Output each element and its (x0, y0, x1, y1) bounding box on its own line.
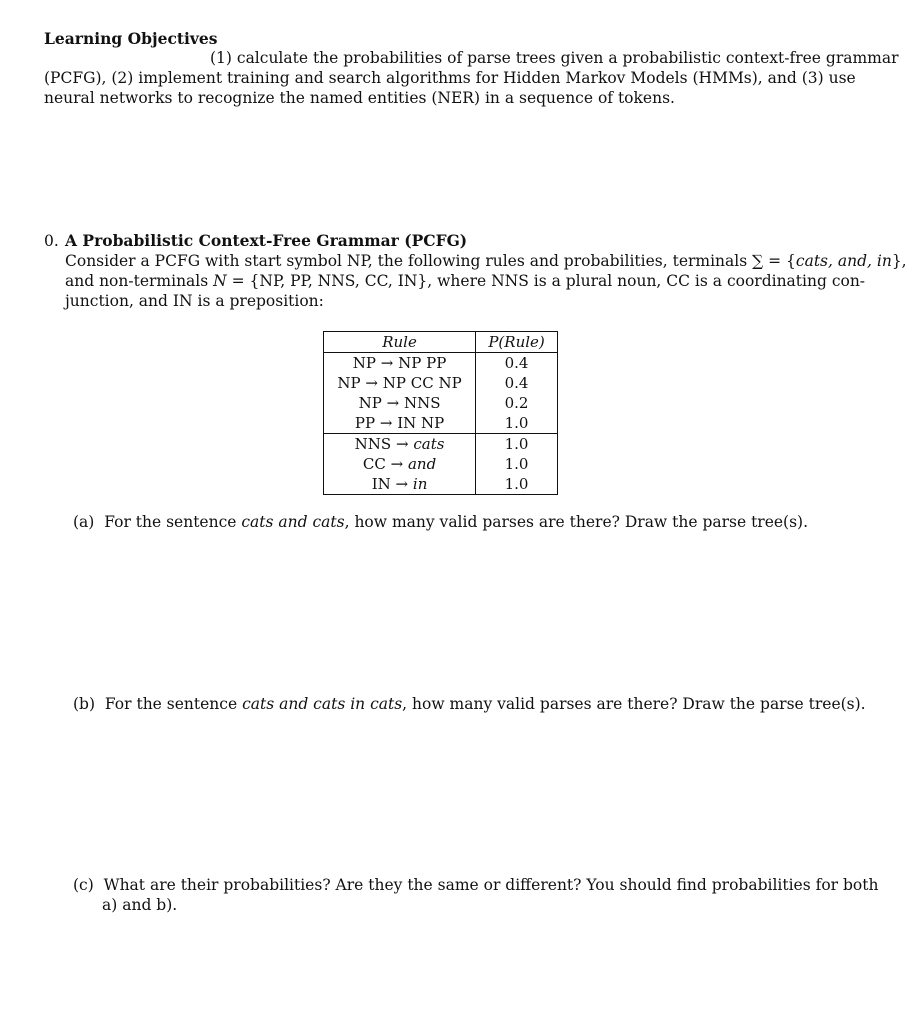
question-a: (a) For the sentence cats and cats, how many valid parses are there? Draw the parse tree(s). (73, 513, 809, 531)
table-row: PP → IN NP 1.0 (324, 413, 558, 434)
question-c-line-2: a) and b). (102, 896, 178, 914)
table-row: IN → in 1.0 (324, 474, 558, 495)
table-row: NP → NP CC NP 0.4 (324, 373, 558, 393)
problem-number: 0. (44, 232, 59, 250)
problem-title: A Probabilistic Context-Free Grammar (PCFG) (65, 231, 468, 250)
objectives-line-1: (1) calculate the probabilities of parse trees given a probabilistic context-free grammar (210, 49, 899, 67)
table-row: CC → and 1.0 (324, 454, 558, 474)
question-c: (c) What are their probabilities? Are they the same or different? You should find probabilities for both (73, 876, 879, 894)
question-a-label: (a) (73, 513, 95, 531)
question-b: (b) For the sentence cats and cats in cats, how many valid parses are there? Draw the parse tree(s). (73, 695, 866, 713)
terminals-list: cats, and, in (795, 252, 892, 270)
question-c-label: (c) (73, 876, 94, 894)
sigma-symbol: ∑ (752, 252, 764, 270)
table-row: NNS → cats 1.0 (324, 434, 558, 455)
objectives-line-2: (PCFG), (2) implement training and search algorithms for Hidden Markov Models (HMMs), and (3) use (44, 69, 856, 87)
rule-table (323, 331, 558, 495)
problem-intro-line-1: Consider a PCFG with start symbol NP, the following rules and probabilities, terminals ∑ = {cats, and, in}, (65, 252, 907, 270)
header-prob: P(Rule) (476, 332, 558, 353)
problem-intro-line-3: junction, and IN is a preposition: (65, 292, 324, 310)
problem-intro-line-2: and non-terminals N = {NP, PP, NNS, CC, IN}, where NNS is a plural noun, CC is a coordinating con- (65, 272, 866, 290)
table-header-row (324, 332, 558, 353)
objectives-line-3: neural networks to recognize the named entities (NER) in a sequence of tokens. (44, 89, 675, 107)
question-b-label: (b) (73, 695, 96, 713)
table-row: NP → NP PP 0.4 (324, 353, 558, 374)
table-row: NP → NNS 0.2 (324, 393, 558, 413)
objectives-heading: Learning Objectives (44, 29, 218, 48)
header-rule: Rule (324, 332, 476, 353)
